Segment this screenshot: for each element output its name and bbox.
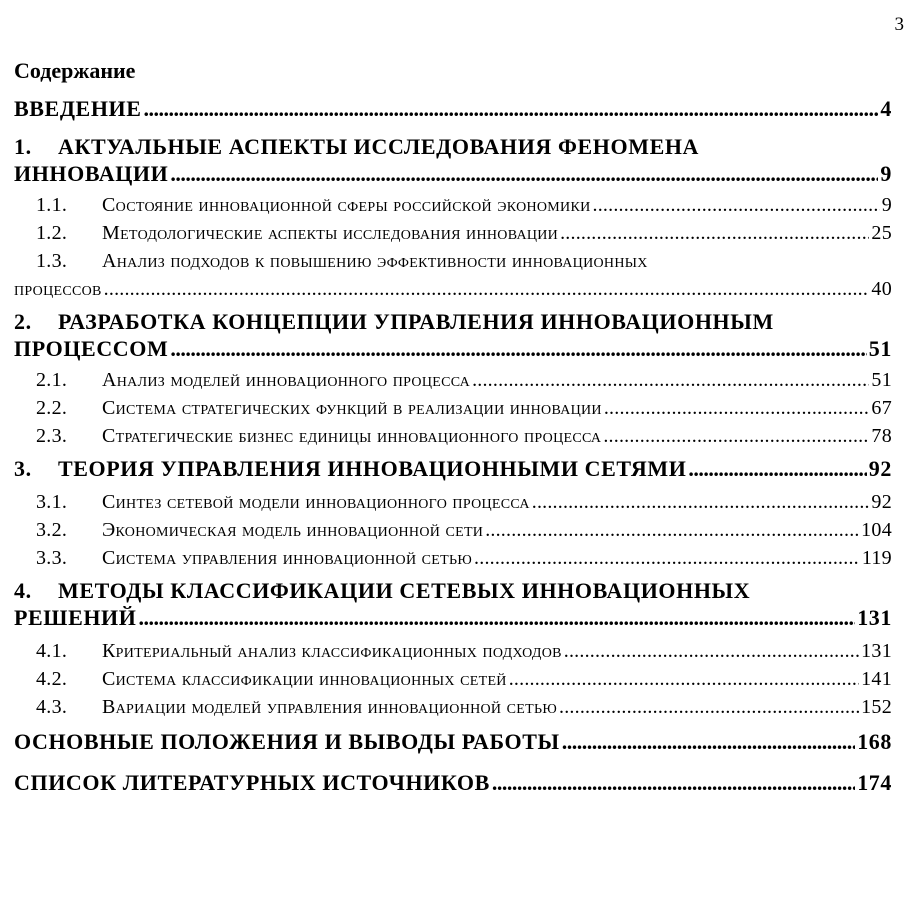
toc-entry-section-2-3[interactable] [14,424,892,448]
toc-entry-page: 168 [857,729,892,755]
toc-entry-title: РЕШЕНИЙ [14,604,137,630]
page-number: 3 [894,14,904,35]
toc-entry-number: 3.1. [36,491,68,514]
toc-entry-chapter-3[interactable] [14,456,892,482]
dot-leader [104,277,870,301]
toc-entry-title: Система стратегических функций в реализации инновации [102,396,602,419]
dot-leader [603,424,869,448]
toc-entry-page: 104 [861,519,892,542]
toc-entry-title: ВВЕДЕНИЕ [14,96,142,121]
toc-entry-number: 4. [14,578,32,604]
toc-entry-section-1-3[interactable] [14,249,892,301]
toc-entry-page: 9 [880,160,892,186]
toc-entry-section-2-1[interactable] [14,368,892,392]
toc-entry-section-3-1[interactable] [14,490,892,514]
toc-entry-number: 2.3. [36,424,68,447]
toc-entry-title: Вариации моделей управления инновационной сетью [102,696,558,719]
toc-entry-page: 92 [871,491,892,514]
toc-entry-page: 152 [861,696,892,719]
toc-entry-chapter-2[interactable] [14,309,892,362]
dot-leader [474,546,860,570]
toc-entry-section-4-1[interactable] [14,639,892,663]
toc-entry-title: Анализ моделей инновационного процесса [102,368,471,391]
dot-leader [564,639,859,663]
dot-leader [593,193,880,217]
toc-entry-section-3-2[interactable] [14,518,892,542]
toc-entry-page: 119 [861,547,892,570]
toc-entry-number: 2. [14,309,32,335]
toc-entry-page: 25 [871,222,892,245]
toc-heading: Содержание [14,58,136,83]
toc-entry-page: 141 [861,668,892,691]
dot-leader [559,695,859,719]
toc-entry-references[interactable] [14,770,892,796]
toc-entry-title: Стратегические бизнес единицы инновационного процесса [102,424,602,447]
toc-entry-title: процессов [14,278,102,301]
dot-leader [144,96,879,122]
toc-entry-section-3-3[interactable] [14,546,892,570]
toc-entry-section-2-2[interactable] [14,396,892,420]
toc-entry-section-1-2[interactable] [14,221,892,245]
toc-entry-title: Система классификации инновационных сетей [102,668,507,691]
toc-entry-section-4-3[interactable] [14,695,892,719]
toc-entry-number: 3. [14,455,32,481]
toc-entry-page: 67 [871,396,892,419]
toc-entry-title-line1: РАЗРАБОТКА КОНЦЕПЦИИ УПРАВЛЕНИЯ ИННОВАЦИОННЫМ [58,309,774,335]
toc-entry-title: Экономическая модель инновационной сети [102,519,484,542]
dot-leader [560,221,869,245]
toc-entry-title: Критериальный анализ классификационных подходов [102,640,562,663]
toc-entry-introduction[interactable] [14,96,892,122]
toc-entry-chapter-1[interactable] [14,134,892,187]
dot-leader [170,161,878,187]
toc-entry-page: 9 [881,194,892,217]
toc-entry-number: 3.2. [36,519,68,542]
toc-entry-title: ПРОЦЕССОМ [14,335,169,361]
toc-entry-number: 4.2. [36,668,68,691]
toc-entry-number: 4.3. [36,696,68,719]
dot-leader [562,729,855,755]
toc-entry-number: 1.3. [36,250,68,273]
dot-leader [138,605,855,631]
toc-entry-page: 4 [880,96,892,121]
toc-entry-page: 40 [871,278,892,301]
toc-entry-page: 51 [868,335,892,361]
toc-entry-title: ИННОВАЦИИ [14,160,169,186]
toc-entry-title: СПИСОК ЛИТЕРАТУРНЫХ ИСТОЧНИКОВ [14,769,490,795]
dot-leader [472,368,869,392]
toc-entry-page: 174 [857,769,892,795]
toc-entry-title-line1: АКТУАЛЬНЫЕ АСПЕКТЫ ИССЛЕДОВАНИЯ ФЕНОМЕНА [58,134,700,160]
toc-entry-title: Система управления инновационной сетью [102,547,473,570]
toc-entry-number: 4.1. [36,640,68,663]
toc-entry-page: 131 [857,604,892,630]
toc-entry-title: Синтез сетевой модели инновационного процесса [102,491,530,514]
dot-leader [688,456,866,482]
toc-entry-page: 131 [861,640,892,663]
toc-entry-number: 1.1. [36,194,68,217]
table-of-contents [14,90,892,796]
toc-entry-chapter-4[interactable] [14,578,892,631]
dot-leader [532,490,870,514]
dot-leader [170,336,866,362]
toc-entry-number: 1. [14,134,32,160]
dot-leader [492,770,855,796]
toc-entry-section-1-1[interactable] [14,193,892,217]
toc-entry-title-line1: Анализ подходов к повышению эффективности инновационных [102,250,648,273]
toc-entry-title: Состояние инновационной сферы российской экономики [102,194,591,217]
toc-entry-conclusions[interactable] [14,729,892,755]
toc-entry-page: 92 [868,455,892,481]
toc-entry-title-line1: МЕТОДЫ КЛАССИФИКАЦИИ СЕТЕВЫХ ИННОВАЦИОННЫХ [58,578,751,604]
toc-entry-page: 78 [871,424,892,447]
dot-leader [509,667,859,691]
dot-leader [485,518,859,542]
toc-entry-title: ТЕОРИЯ УПРАВЛЕНИЯ ИННОВАЦИОННЫМИ СЕТЯМИ [58,455,687,481]
toc-entry-number: 3.3. [36,547,68,570]
toc-entry-page: 51 [871,368,892,391]
dot-leader [604,396,870,420]
toc-entry-title: Методологические аспекты исследования инновации [102,222,559,245]
toc-entry-number: 2.2. [36,396,68,419]
toc-entry-number: 1.2. [36,222,68,245]
toc-entry-title: ОСНОВНЫЕ ПОЛОЖЕНИЯ И ВЫВОДЫ РАБОТЫ [14,729,560,755]
toc-entry-section-4-2[interactable] [14,667,892,691]
toc-entry-number: 2.1. [36,368,68,391]
